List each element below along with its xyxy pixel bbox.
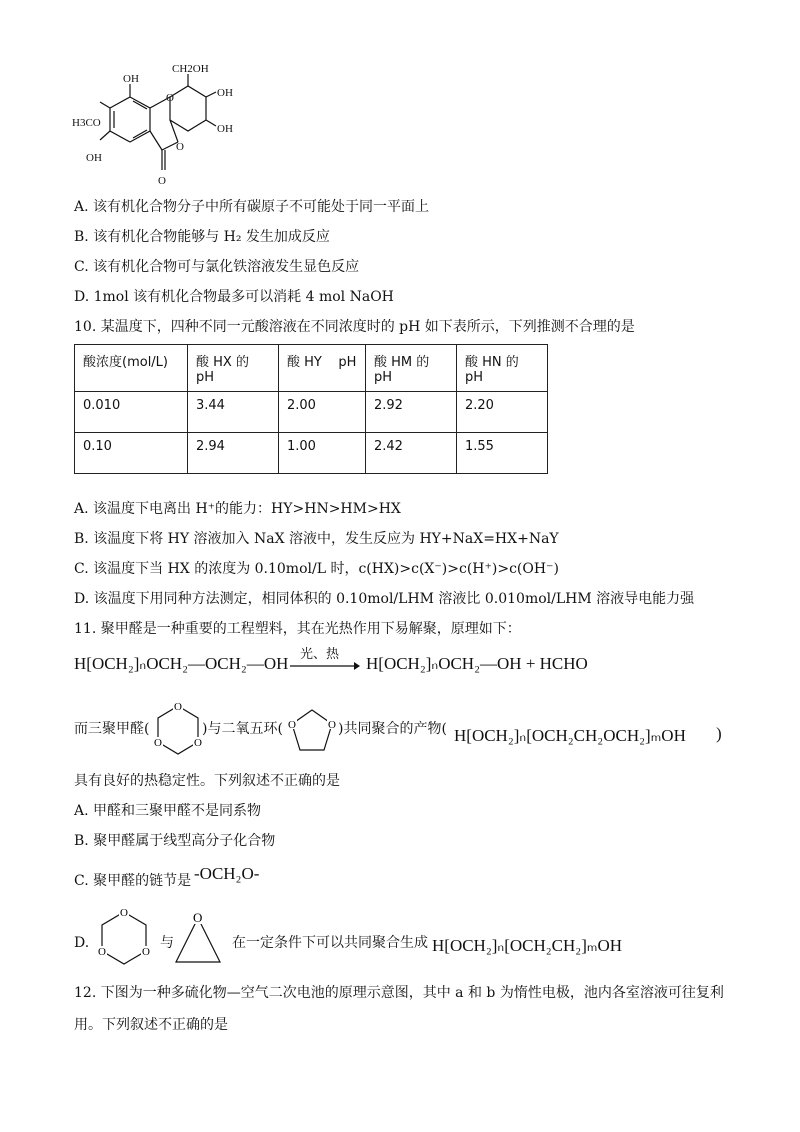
table-row xyxy=(75,433,548,474)
table-cell: 0.10 xyxy=(75,433,188,474)
reaction-condition: 光、热 xyxy=(300,646,340,661)
table-cell: 2.20 xyxy=(457,392,548,433)
q11-chain-unit-formula: -OCH₂O- xyxy=(194,864,260,883)
table-cell: 0.010 xyxy=(75,392,188,433)
trioxane-ring-icon-2 xyxy=(94,906,154,970)
q11-option-d-label: D. xyxy=(74,935,90,951)
oh-label-4: OH xyxy=(86,152,102,164)
dioxolane-ring-icon xyxy=(282,700,342,760)
molecule-structure xyxy=(0,0,800,200)
q11-stem: 11. 聚甲醛是一种重要的工程塑料，其在光热作用下易解聚，原理如下： xyxy=(74,621,521,637)
reaction-left: H[OCH₂]ₙOCH₂—OCH₂—OH xyxy=(74,654,289,673)
q11-line2-part2: )与二氧五环( xyxy=(202,721,283,737)
reaction-arrow-icon xyxy=(290,660,360,672)
table-cell: 2.42 xyxy=(366,433,457,474)
table-cell: 1.55 xyxy=(457,433,548,474)
table-cell: 2.00 xyxy=(279,392,366,433)
q10-option-d: D. 该温度下用同种方法测定，相同体积的 0.10mol/LHM 溶液比 0.010mol/LHM 溶液导电能力强 xyxy=(74,591,695,607)
ethylene-oxide-ring-icon xyxy=(168,904,228,968)
q11-line2-end: ) xyxy=(716,724,722,743)
header-hx: 酸 HX 的 pH xyxy=(188,345,279,392)
q10-stem: 10. 某温度下，四种不同一元酸溶液在不同浓度时的 pH 如下表所示，下列推测不合理的是 xyxy=(74,319,635,335)
table-cell: 2.94 xyxy=(188,433,279,474)
q11-line2-part3: )共同聚合的产物( xyxy=(338,721,447,737)
q11-option-d-formula: H[OCH₂]ₙ[OCH₂CH₂]ₘOH xyxy=(432,936,623,955)
ring-oxygen-label: O xyxy=(166,92,174,104)
svg-text:O: O xyxy=(142,946,150,958)
q11-option-b: B. 聚甲醛属于线型高分子化合物 xyxy=(74,833,276,849)
q11-option-d-text: 在一定条件下可以共同聚合生成 xyxy=(232,935,428,951)
q9-option-b: B. 该有机化合物能够与 H₂ 发生加成反应 xyxy=(74,229,330,245)
q10-option-c: C. 该温度下当 HX 的浓度为 0.10mol/L 时，c(HX)>c(X⁻)>c(H⁺)>c(OH⁻) xyxy=(74,561,559,577)
methoxy-label: H3CO xyxy=(72,117,101,129)
q12-line1: 12. 下图为一种多硫化物—空气二次电池的原理示意图，其中 a 和 b 为惰性电极，池内各室溶液可往复利 xyxy=(74,985,724,1001)
header-concentration: 酸浓度(mol/L) xyxy=(75,345,188,392)
table-cell: 2.92 xyxy=(366,392,457,433)
reaction-right: H[OCH₂]ₙOCH₂—OH + HCHO xyxy=(366,654,588,673)
q9-option-a: A. 该有机化合物分子中所有碳原子不可能处于同一平面上 xyxy=(74,199,430,215)
svg-text:O: O xyxy=(328,719,336,731)
q11-line3: 具有良好的热稳定性。下列叙述不正确的是 xyxy=(74,773,340,789)
ch2oh-label: CH2OH xyxy=(172,63,209,75)
q9-option-d: D. 1mol 该有机化合物最多可以消耗 4 mol NaOH xyxy=(74,289,394,305)
q11-line2-part1: 而三聚甲醛( xyxy=(74,721,150,737)
header-hm: 酸 HM 的 pH xyxy=(366,345,457,392)
svg-text:O: O xyxy=(194,737,202,749)
svg-text:O: O xyxy=(154,737,162,749)
svg-text:O: O xyxy=(98,946,106,958)
q10-option-a: A. 该温度下电离出 H⁺的能力：HY>HN>HM>HX xyxy=(74,501,401,517)
table-header-row xyxy=(75,345,548,392)
svg-text:O: O xyxy=(120,907,128,919)
oh-label-2: OH xyxy=(217,87,233,99)
table-cell: 3.44 xyxy=(188,392,279,433)
svg-text:O: O xyxy=(193,910,203,925)
trioxane-ring-icon xyxy=(148,700,208,760)
header-hy: 酸 HY pH xyxy=(279,345,366,392)
svg-text:O: O xyxy=(288,719,296,731)
lactone-oxygen-label: O xyxy=(176,141,184,153)
svg-text:O: O xyxy=(174,701,182,713)
q10-option-b: B. 该温度下将 HY 溶液加入 NaX 溶液中，发生反应为 HY+NaX=HX+NaY xyxy=(74,531,559,547)
oh-label-1: OH xyxy=(123,73,139,85)
carbonyl-oxygen-label: O xyxy=(158,175,166,187)
q9-option-c: C. 该有机化合物可与氯化铁溶液发生显色反应 xyxy=(74,259,360,275)
q11-option-c: C. 聚甲醛的链节是 xyxy=(74,873,192,889)
q11-option-d-with: 与 xyxy=(160,935,174,951)
q12-line2: 用。下列叙述不正确的是 xyxy=(74,1017,228,1033)
header-hn: 酸 HN 的 pH xyxy=(457,345,548,392)
acid-ph-table xyxy=(74,344,548,474)
q11-option-a: A. 甲醛和三聚甲醛不是同系物 xyxy=(74,803,262,819)
q11-product-formula: H[OCH₂]ₙ[OCH₂CH₂OCH₂]ₘOH xyxy=(454,726,686,745)
table-row xyxy=(75,392,548,433)
table-cell: 1.00 xyxy=(279,433,366,474)
oh-label-3: OH xyxy=(217,123,233,135)
